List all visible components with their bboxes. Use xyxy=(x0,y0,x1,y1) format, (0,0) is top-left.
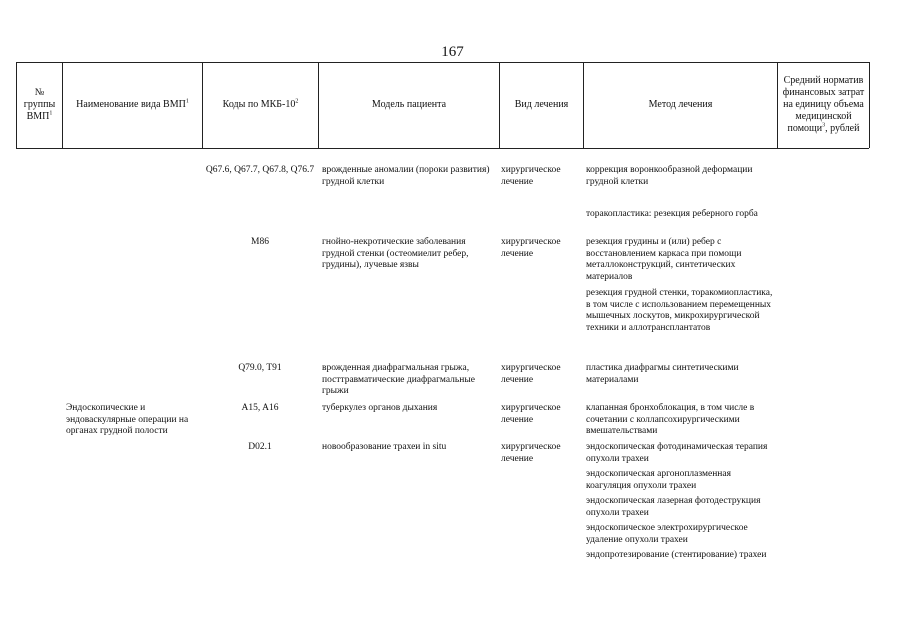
row-codes: Q79.0, T91 xyxy=(238,363,282,373)
row-treatment-method: эндопротезирование (стентирование) трахеи xyxy=(586,550,767,560)
row-patient-model: гнойно-некротические заболевания грудной стенки (остеомиелит ребер, грудины), лучевые язвы xyxy=(322,237,469,271)
header-vmp-name: Наименование вида ВМП$^1$ xyxy=(76,98,189,110)
row-treatment-method: коррекция воронкообразной деформации грудной клетки xyxy=(586,165,753,187)
row-treatment-method: торакопластика: резекция реберного горба xyxy=(586,209,758,219)
row-patient-model: туберкулез органов дыхания xyxy=(322,403,438,413)
row-treatment-method: эндоскопическое электрохирургическое удаление опухоли трахеи xyxy=(586,523,748,545)
row-patient-model: врожденные аномалии (пороки развития) грудной клетки xyxy=(322,165,490,187)
row-patient-model: новообразование трахеи in situ xyxy=(322,442,447,452)
row-treatment-method: резекция грудной стенки, торакомиопластика, в том числе с использованием перемещенных мышечных лоскутов, микрохирургической техники и аллотрансплантатов xyxy=(586,288,773,333)
row-treatment-method: резекция грудины и (или) ребер с восстановлением каркаса при помощи металлоконструкций, синтетических материалов xyxy=(586,237,742,282)
row-treatment-type: хирургическое лечение xyxy=(501,237,561,259)
page-number: 167 xyxy=(441,44,464,60)
section-vmp-name: Эндоскопические и эндоваскулярные операции на органах грудной полости xyxy=(66,403,189,437)
header-icd-codes: Коды по МКБ-$10^2$ xyxy=(222,98,299,110)
header-treatment-type: Вид лечения xyxy=(514,99,569,110)
header-bottom-rule xyxy=(16,148,869,149)
header-treatment-method: Метод лечения xyxy=(648,99,713,110)
row-treatment-type: хирургическое лечение xyxy=(501,363,561,385)
col-divider xyxy=(869,62,870,148)
row-treatment-type: хирургическое лечение xyxy=(501,165,561,187)
row-treatment-method: эндоскопическая лазерная фотодеструкция опухоли трахеи xyxy=(586,496,761,518)
row-treatment-method: эндоскопическая фотодинамическая терапия опухоли трахеи xyxy=(586,442,768,464)
row-patient-model: врожденная диафрагмальная грыжа, посттравматические диафрагмальные грыжи xyxy=(322,363,475,397)
row-treatment-method: клапанная бронхоблокация, в том числе в сочетании с коллапсохирургическими вмешательствами xyxy=(586,403,755,437)
row-codes: M86 xyxy=(251,237,269,247)
row-treatment-type: хирургическое лечение xyxy=(501,442,561,464)
row-treatment-method: эндоскопическая аргоноплазменная коагуляция опухоли трахеи xyxy=(586,469,731,491)
row-codes: A15, A16 xyxy=(241,403,279,413)
header-patient-model: Модель пациента xyxy=(371,99,447,110)
header-average-cost: Средний норматив финансовых затрат на единицу объема медицинской помощи$^3$, рублей xyxy=(782,75,865,134)
row-treatment-method: пластика диафрагмы синтетическими материалами xyxy=(586,363,739,385)
row-codes: Q67.6, Q67.7, Q67.8, Q76.7 xyxy=(205,165,315,175)
header-group-number: № группы ВМП$^1$ xyxy=(23,87,56,122)
row-codes: D02.1 xyxy=(248,442,272,452)
row-treatment-type: хирургическое лечение xyxy=(501,403,561,425)
